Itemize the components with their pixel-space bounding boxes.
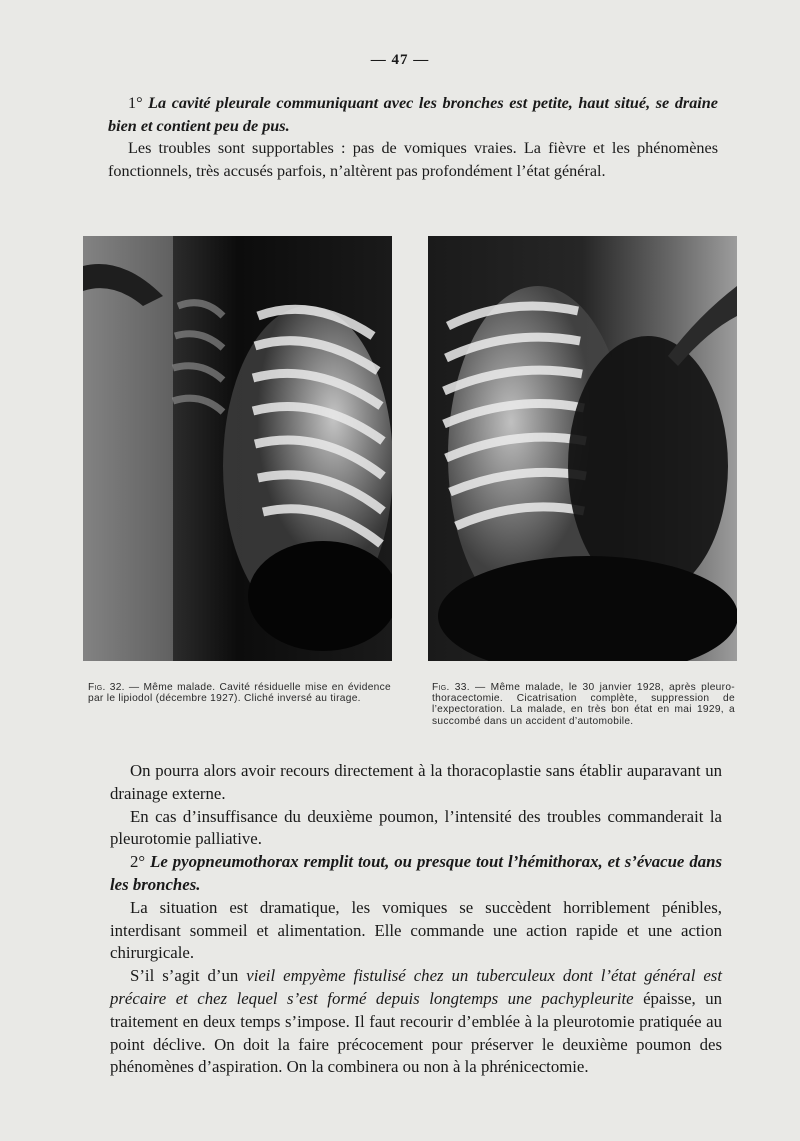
paragraph-7-end: épaisse, un traitement en deux temps s’impose. Il faut recourir d’emblée à la pleurotomie pratiquée au point déclive. On doit la faire précocement pour préserver le deuxième poumon des phénomènes d’aspiration. On la combinera ou non à la phrénicectomie. xyxy=(110,988,723,1077)
paragraph-5 xyxy=(110,851,722,897)
paragraph-4: En cas d’insuffisance du deuxième poumon, l’intensité des troubles commanderait la pleurotomie palliative. xyxy=(110,806,722,849)
figure-32-caption-text: — Même malade. Cavité résiduelle mise en évidence par le lipiodol (décembre 1927). Cliché inversé au tirage. xyxy=(88,682,392,705)
paragraph-2: Les troubles sont supportables : pas de vomiques vraies. La fièvre et les phénomènes fonctionnels, très accusés parfois, n’altèrent pas profondément l’état général. xyxy=(108,139,718,180)
paragraph-7-italic: vieil empyème fistulisé chez un tuberculeux dont l’état général est précaire et chez lequel s’est formé depuis longtemps une pachypleurite xyxy=(110,966,722,1008)
paragraph-3: On pourra alors avoir recours directement à la thoracoplastie sans établir auparavant un drainage externe. xyxy=(110,761,722,803)
top-text-block xyxy=(108,92,718,182)
figure-33-caption-text: — Même malade, le 30 janvier 1928, après pleuro-thoracectomie. Cicatrisation complète, suppression de l’expectoration. La malade, en très bon état en mai 1929, a succombé dans un accident d’automobile. xyxy=(432,682,735,727)
bottom-text-block xyxy=(110,760,722,1079)
italic-heading-2: Le pyopneumothorax remplit tout, ou presque tout l’hémithorax, et s’évacue dans les bronches. xyxy=(110,852,723,894)
paragraph-7 xyxy=(110,965,722,1079)
figure-32-caption xyxy=(88,682,391,704)
figure-32-radiograph xyxy=(83,236,392,661)
figure-32-label: Fig. 32. xyxy=(88,682,125,693)
italic-heading-1: La cavité pleurale communiquant avec les bronches est petite, haut situé, se draine bien et contient peu de pus. xyxy=(108,94,718,135)
enumeration-1: 1° xyxy=(128,94,149,112)
paragraph-7-start: S’il s’agit d’un xyxy=(130,966,247,986)
paragraph-6: La situation est dramatique, les vomiques se succèdent horriblement pénibles, interdisant sommeil et alimentation. Elle commande une action rapide et une action chirurgicale. xyxy=(110,897,722,963)
page-number: — 47 — xyxy=(370,52,430,68)
enumeration-2: 2° xyxy=(130,852,151,872)
figure-33-label: Fig. 33. xyxy=(432,682,470,693)
figure-33-caption xyxy=(432,682,735,727)
figure-33-radiograph xyxy=(428,236,737,661)
paragraph-1 xyxy=(108,92,718,137)
